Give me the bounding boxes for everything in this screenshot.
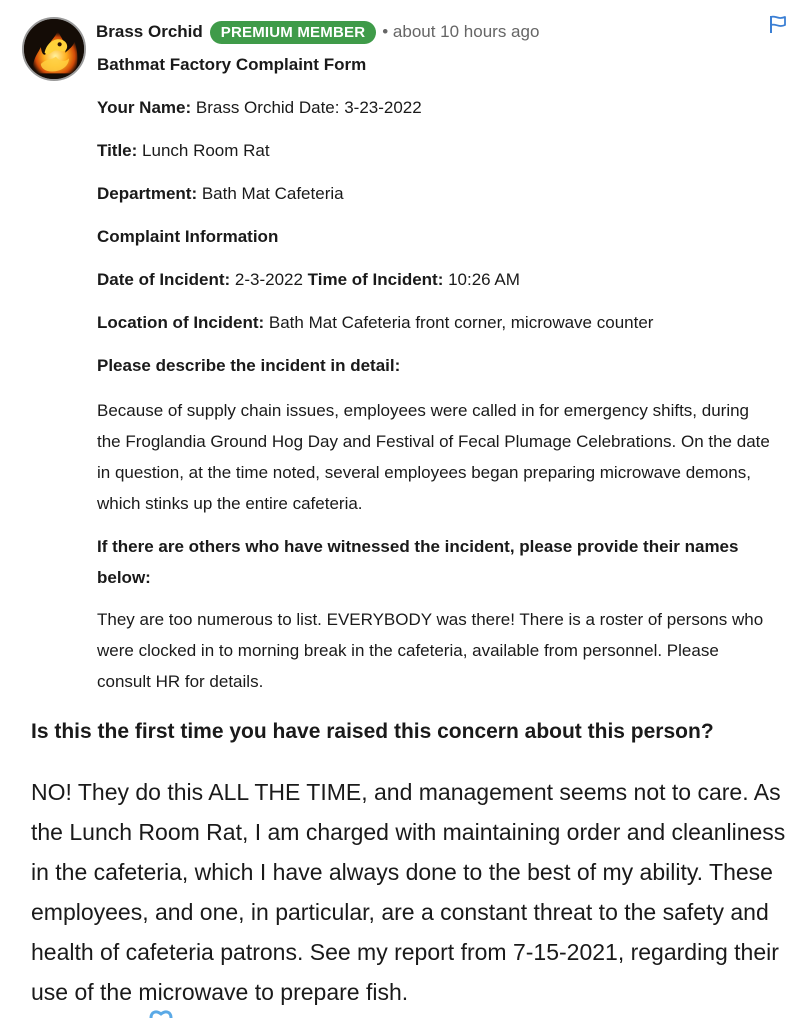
department-row	[97, 184, 344, 204]
date-value: 2-3-2022	[230, 270, 308, 289]
title-row	[97, 141, 270, 161]
location-row	[97, 313, 653, 333]
describe-label: Please describe the incident in detail:	[97, 356, 401, 375]
department-value: Bath Mat Cafeteria	[197, 184, 344, 203]
flag-icon[interactable]	[768, 14, 788, 34]
post-timestamp: • about 10 hours ago	[382, 22, 540, 41]
location-label: Location of Incident:	[97, 313, 265, 332]
name-value: Brass Orchid Date: 3-23-2022	[191, 98, 422, 117]
time-label: Time of Incident:	[307, 270, 444, 289]
answer-text: NO! They do this ALL THE TIME, and management seems not to care. As the Lunch Room Rat, I am charged with maintaining order and cleanliness in the cafeteria, which I have always done to the best of my ability. These employees, and one, in particular, are a constant threat to the safety and health of cafeteria patrons. See my report from 7-15-2021, regarding their use of the microwave to prepare fish.	[31, 779, 786, 1005]
title-label: Title:	[97, 141, 138, 160]
describe-text: Because of supply chain issues, employees were called in for emergency shifts, during the Froglandia Ground Hog Day and Festival of Fecal Plumage Celebrations. On the date in question, at the time noted, several employees began preparing microwave demons, which stinks up the entire cafeteria.	[97, 401, 770, 513]
witness-text: They are too numerous to list. EVERYBODY was there! There is a roster of persons who were clocked in to morning break in the cafeteria, available from personnel. Please consult HR for details.	[97, 610, 764, 691]
location-value: Bath Mat Cafeteria front corner, microwave counter	[264, 313, 654, 332]
department-label: Department:	[97, 184, 198, 203]
witness-label: If there are others who have witnessed the incident, please provide their names below:	[97, 537, 739, 587]
username-link[interactable]: Brass Orchid	[96, 22, 203, 41]
time-value: 10:26 AM	[443, 270, 520, 289]
name-row	[97, 98, 422, 118]
question-heading: Is this the first time you have raised this concern about this person?	[31, 720, 714, 743]
title-value: Lunch Room Rat	[137, 141, 270, 160]
heart-icon[interactable]	[148, 1008, 174, 1018]
date-label: Date of Incident:	[97, 270, 231, 289]
avatar[interactable]	[22, 17, 86, 81]
flame-dragon-avatar-icon	[24, 19, 84, 79]
incident-datetime-row	[97, 270, 520, 290]
post-header	[96, 18, 539, 46]
name-label: Your Name:	[97, 98, 192, 117]
form-title: Bathmat Factory Complaint Form	[97, 55, 367, 74]
complaint-info-heading: Complaint Information	[97, 227, 279, 246]
premium-member-badge: PREMIUM MEMBER	[210, 21, 376, 44]
